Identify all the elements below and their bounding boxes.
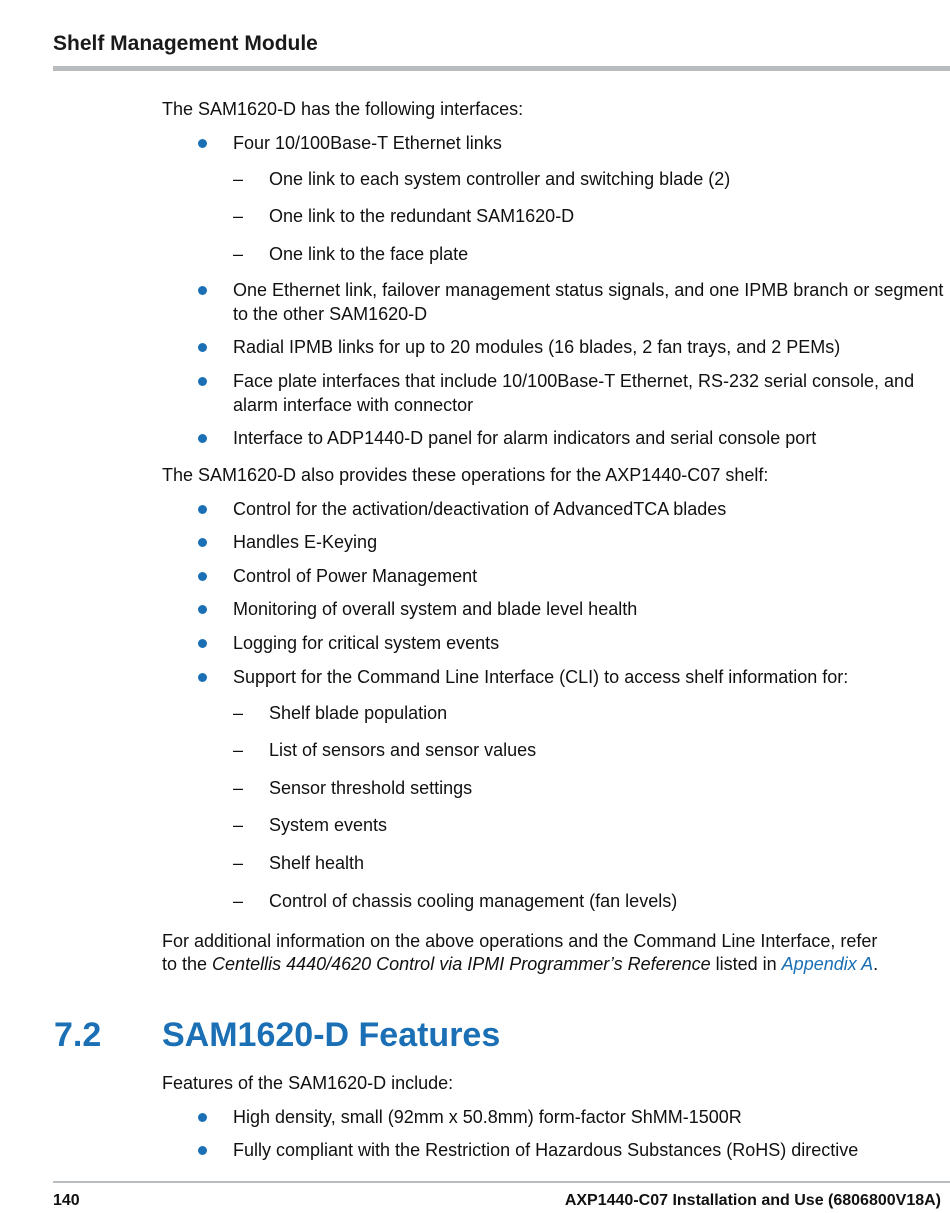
bullet-text: Face plate interfaces that include 10/100Base-T Ethernet, RS-232 serial console, and alarm interface with connector: [233, 371, 915, 415]
bullet-text: Monitoring of overall system and blade level health: [233, 599, 638, 619]
features-intro: Features of the SAM1620-D include:: [162, 1073, 454, 1093]
sub-item-text: One link to the face plate: [269, 244, 469, 264]
bullet-text: Handles E-Keying: [233, 532, 378, 552]
bullet-text: Radial IPMB links for up to 20 modules (16 blades, 2 fan trays, and 2 PEMs): [233, 337, 841, 357]
sub-item-text: Control of chassis cooling management (fan levels): [269, 891, 678, 911]
page-header-title: Shelf Management Module: [53, 32, 318, 55]
appendix-a-link[interactable]: Appendix A: [781, 954, 874, 974]
additional-mid: listed in: [710, 954, 782, 974]
footer-rule: [53, 1181, 950, 1183]
bullet-icon: [198, 1113, 207, 1122]
sub-item-text: List of sensors and sensor values: [269, 740, 537, 760]
bullet-icon: [198, 286, 207, 295]
bullet-text: Four 10/100Base-T Ethernet links: [233, 133, 502, 153]
bullet-text: High density, small (92mm x 50.8mm) form-factor ShMM-1500R: [233, 1107, 742, 1127]
dash-icon: –: [233, 206, 244, 226]
section-number: 7.2: [54, 1016, 102, 1054]
sub-item-text: Sensor threshold settings: [269, 778, 473, 798]
bullet-icon: [198, 639, 207, 648]
sub-item-text: One link to the redundant SAM1620-D: [269, 206, 575, 226]
interfaces-intro: The SAM1620-D has the following interfaces:: [162, 99, 524, 119]
additional-pre: to the: [162, 954, 213, 974]
additional-end: .: [873, 954, 879, 974]
bullet-icon: [198, 139, 207, 148]
bullet-icon: [198, 538, 207, 547]
dash-icon: –: [233, 703, 244, 723]
bullet-text: Logging for critical system events: [233, 633, 500, 653]
section-title: SAM1620-D Features: [162, 1016, 501, 1054]
bullet-text: One Ethernet link, failover management status signals, and one IPMB branch or segment to the other SAM1620-D: [233, 280, 944, 324]
additional-info-line2: [162, 952, 878, 976]
bullet-icon: [198, 1146, 207, 1155]
bullet-icon: [198, 343, 207, 352]
sub-item-text: Shelf health: [269, 853, 365, 873]
operations-intro: The SAM1620-D also provides these operations for the AXP1440-C07 shelf:: [162, 465, 769, 485]
dash-icon: –: [233, 778, 244, 798]
reference-title: Centellis 4440/4620 Control via IPMI Programmer’s Reference: [212, 954, 711, 974]
dash-icon: –: [233, 891, 244, 911]
page-number: 140: [53, 1192, 80, 1209]
bullet-icon: [198, 673, 207, 682]
dash-icon: –: [233, 740, 244, 760]
sub-item-text: Shelf blade population: [269, 703, 448, 723]
bullet-text: Interface to ADP1440-D panel for alarm indicators and serial console port: [233, 428, 817, 448]
dash-icon: –: [233, 169, 244, 189]
additional-info-line1: For additional information on the above operations and the Command Line Interface, refer: [162, 931, 878, 951]
dash-icon: –: [233, 853, 244, 873]
sub-item-text: System events: [269, 815, 388, 835]
bullet-text: Fully compliant with the Restriction of Hazardous Substances (RoHS) directive: [233, 1140, 859, 1160]
bullet-text: Support for the Command Line Interface (CLI) to access shelf information for:: [233, 667, 849, 687]
sub-item-text: One link to each system controller and switching blade (2): [269, 169, 731, 189]
dash-icon: –: [233, 815, 244, 835]
bullet-icon: [198, 377, 207, 386]
document-title: AXP1440-C07 Installation and Use (6806800V18A): [564, 1192, 941, 1209]
bullet-text: Control of Power Management: [233, 566, 478, 586]
dash-icon: –: [233, 244, 244, 264]
bullet-icon: [198, 434, 207, 443]
bullet-icon: [198, 605, 207, 614]
header-rule: [53, 66, 950, 71]
bullet-icon: [198, 572, 207, 581]
bullet-icon: [198, 505, 207, 514]
bullet-text: Control for the activation/deactivation of AdvancedTCA blades: [233, 499, 727, 519]
